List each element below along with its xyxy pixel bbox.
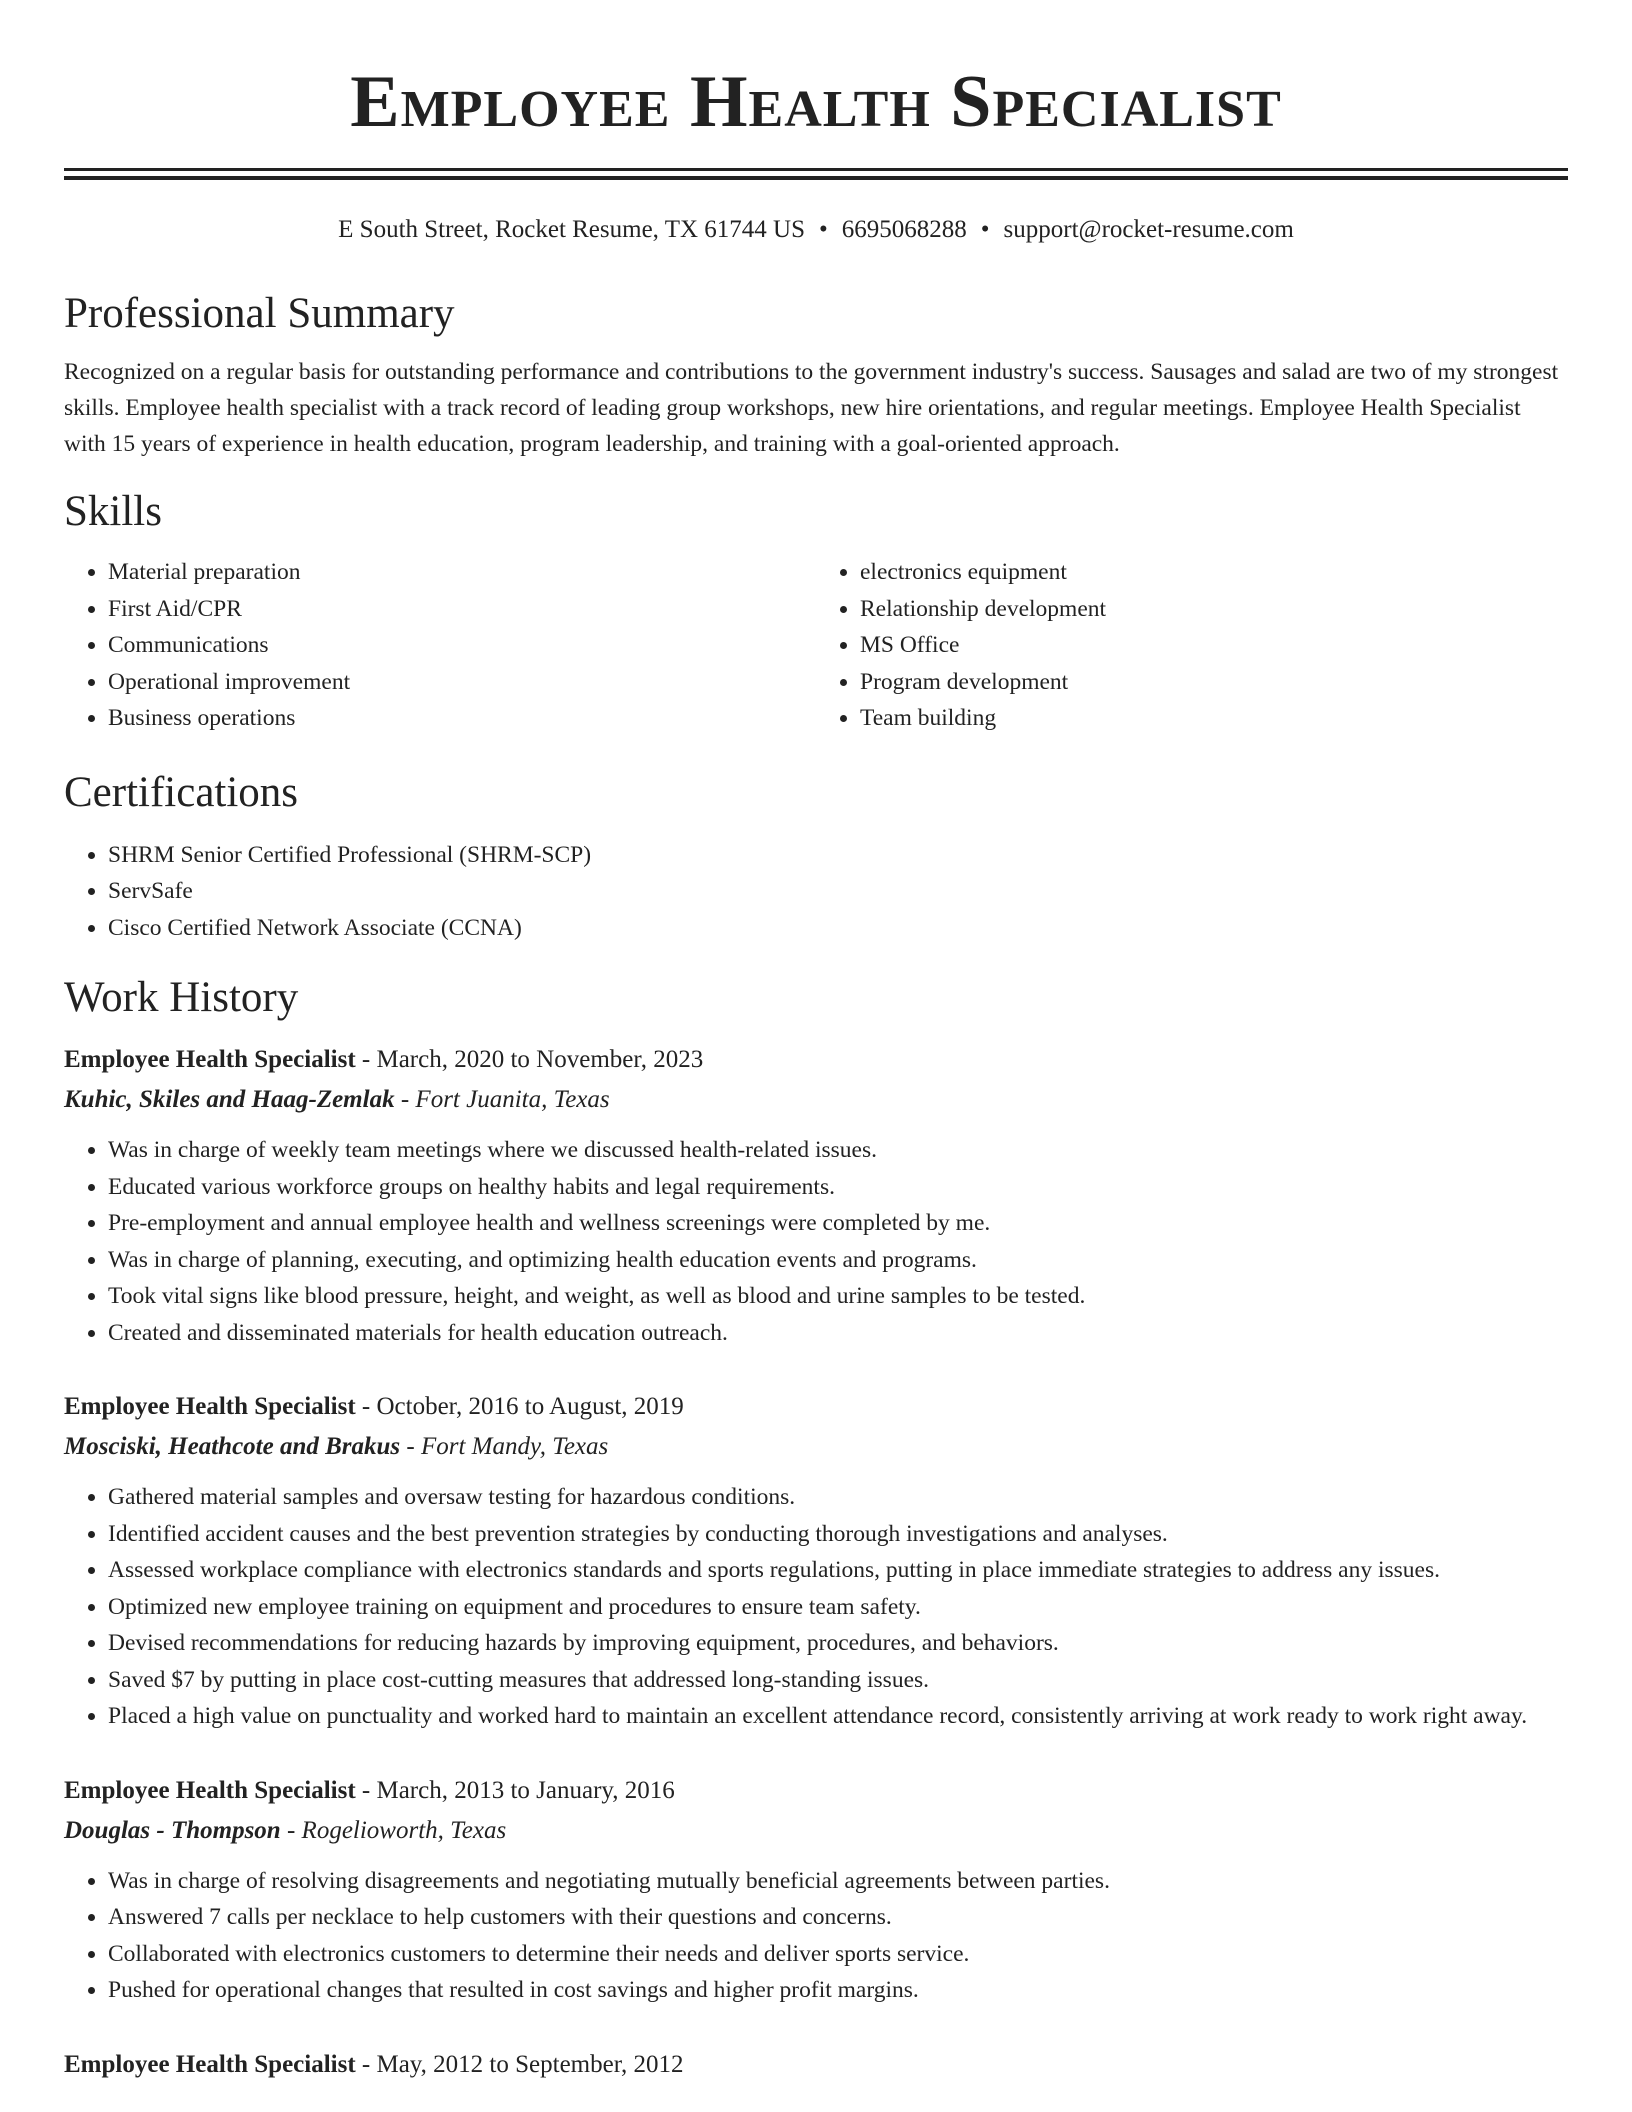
job-entry bbox=[64, 1771, 1568, 2009]
contact-email: support@rocket-resume.com bbox=[1003, 216, 1294, 243]
job-bullet: • Optimized new employee training on equipment and procedures to ensure team safety. bbox=[108, 1589, 1568, 1626]
contact-phone: 6695068288 bbox=[841, 216, 967, 243]
job-title-line bbox=[64, 1771, 1568, 1811]
skill-item: • Business operations bbox=[108, 700, 816, 737]
skill-item: • MS Office bbox=[860, 627, 1568, 664]
resume-title: Employee Health Specialist bbox=[350, 61, 1282, 143]
job-bullet: • Took vital signs like blood pressure, height, and weight, as well as blood and urine samples to be tested. bbox=[108, 1278, 1568, 1315]
job-company-line bbox=[64, 1080, 1568, 1120]
job-entry bbox=[64, 1040, 1568, 1351]
job-dash: - bbox=[355, 1046, 377, 1073]
job-title: Employee Health Specialist bbox=[64, 1046, 356, 1073]
skill-item: • First Aid/CPR bbox=[108, 591, 816, 628]
job-dates: March, 2020 to November, 2023 bbox=[376, 1046, 704, 1073]
certifications-heading: Certifications bbox=[64, 768, 299, 816]
skills-list-right bbox=[816, 554, 1568, 737]
job-dates: May, 2012 to September, 2012 bbox=[376, 2050, 684, 2078]
job-bullet: • Was in charge of planning, executing, and optimizing health education events and programs. bbox=[108, 1242, 1568, 1279]
job-bullets bbox=[64, 1863, 1568, 2009]
skill-item: • Relationship development bbox=[860, 591, 1568, 628]
job-title-line bbox=[64, 1387, 1568, 1427]
job-company-line bbox=[64, 1427, 1568, 1467]
job-bullet: • Gathered material samples and oversaw testing for hazardous conditions. bbox=[108, 1479, 1568, 1516]
job-location: Rogelioworth, Texas bbox=[301, 1816, 507, 1844]
job-bullet: • Was in charge of resolving disagreements and negotiating mutually beneficial agreements between parties. bbox=[108, 1863, 1568, 1900]
skill-item: • Communications bbox=[108, 627, 816, 664]
contact-line bbox=[64, 212, 1568, 248]
skill-item: • Operational improvement bbox=[108, 664, 816, 701]
title-rule-top bbox=[64, 168, 1568, 171]
job-bullet: • Saved $7 by putting in place cost-cutting measures that addressed long-standing issues. bbox=[108, 1662, 1568, 1699]
job-bullet: • Collaborated with electronics customers to determine their needs and deliver sports service. bbox=[108, 1936, 1568, 1973]
certifications-list bbox=[64, 837, 1568, 947]
job-title: Employee Health Specialist bbox=[64, 1393, 356, 1420]
job-entry bbox=[64, 1387, 1568, 1735]
job-bullet: • Devised recommendations for reducing hazards by improving equipment, procedures, and behaviors. bbox=[108, 1625, 1568, 1662]
job-bullet: • Pushed for operational changes that resulted in cost savings and higher profit margins. bbox=[108, 1972, 1568, 2009]
skill-item: • Material preparation bbox=[108, 554, 816, 591]
title-rule-bottom bbox=[64, 176, 1568, 180]
job-bullet: • Answered 7 calls per necklace to help customers with their questions and concerns. bbox=[108, 1899, 1568, 1936]
job-company: Kuhic, Skiles and Haag-Zemlak bbox=[64, 1086, 395, 1113]
summary-heading: Professional Summary bbox=[64, 290, 455, 337]
job-dash: - bbox=[355, 1393, 377, 1420]
summary-text: Recognized on a regular basis for outstanding performance and contributions to the government industry's success. Sausages and salad are two of my strongest skills. Employee health specialist with a track record of leading group workshops, new hire orientations, and regular meetings. Employee Health Specialist with 15 years of experience in health education, program leadership, and training with a goal-oriented approach. bbox=[64, 359, 1559, 457]
job-location: Fort Juanita, Texas bbox=[415, 1086, 610, 1113]
job-dash: - bbox=[400, 1433, 421, 1460]
job-dates: October, 2016 to August, 2019 bbox=[376, 1393, 684, 1420]
contact-address: E South Street, Rocket Resume, TX 61744 US bbox=[338, 216, 806, 243]
job-location: Fort Mandy, Texas bbox=[420, 1433, 609, 1460]
work-history-heading: Work History bbox=[64, 974, 299, 1021]
job-dates: March, 2013 to January, 2016 bbox=[376, 1776, 675, 1804]
job-bullet: • Placed a high value on punctuality and worked hard to maintain an excellent attendance record, consistently arriving at work ready to work right away. bbox=[108, 1698, 1568, 1735]
job-company: Mosciski, Heathcote and Brakus bbox=[64, 1433, 401, 1460]
job-bullets bbox=[64, 1132, 1568, 1351]
contact-separator: • bbox=[819, 216, 828, 243]
skills-heading: Skills bbox=[64, 488, 162, 535]
skill-item: • Program development bbox=[860, 664, 1568, 701]
skills-list-left bbox=[64, 554, 816, 737]
job-bullet: • Identified accident causes and the best prevention strategies by conducting thorough investigations and analyses. bbox=[108, 1516, 1568, 1553]
job-title: Employee Health Specialist bbox=[64, 1776, 356, 1804]
skills-columns bbox=[64, 554, 1568, 737]
job-title: Employee Health Specialist bbox=[64, 2050, 356, 2078]
job-bullets bbox=[64, 1479, 1568, 1735]
job-dash: - bbox=[394, 1086, 416, 1113]
job-bullet: • Was in charge of weekly team meetings where we discussed health-related issues. bbox=[108, 1132, 1568, 1169]
job-company-line bbox=[64, 1811, 1568, 1851]
resume-page bbox=[64, 0, 1568, 2085]
contact-separator: • bbox=[980, 216, 990, 243]
job-bullet: • Assessed workplace compliance with electronics standards and sports regulations, putting in place immediate strategies to address any issues. bbox=[108, 1552, 1568, 1589]
job-bullet: • Pre-employment and annual employee health and wellness screenings were completed by me. bbox=[108, 1205, 1568, 1242]
skill-item: • electronics equipment bbox=[860, 554, 1568, 591]
certification-item: • ServSafe bbox=[108, 873, 1568, 910]
job-company: Douglas - Thompson bbox=[64, 1816, 281, 1844]
job-bullet: • Educated various workforce groups on healthy habits and legal requirements. bbox=[108, 1169, 1568, 1206]
job-title-line bbox=[64, 1040, 1568, 1080]
job-dash: - bbox=[355, 1776, 377, 1804]
job-entry bbox=[64, 2045, 1568, 2085]
job-dash: - bbox=[355, 2050, 377, 2078]
certification-item: • SHRM Senior Certified Professional (SHRM-SCP) bbox=[108, 837, 1568, 874]
skill-item: • Team building bbox=[860, 700, 1568, 737]
job-title-line bbox=[64, 2045, 1568, 2085]
job-bullet: • Created and disseminated materials for health education outreach. bbox=[108, 1315, 1568, 1352]
job-dash: - bbox=[280, 1816, 302, 1844]
certification-item: • Cisco Certified Network Associate (CCNA) bbox=[108, 910, 1568, 947]
